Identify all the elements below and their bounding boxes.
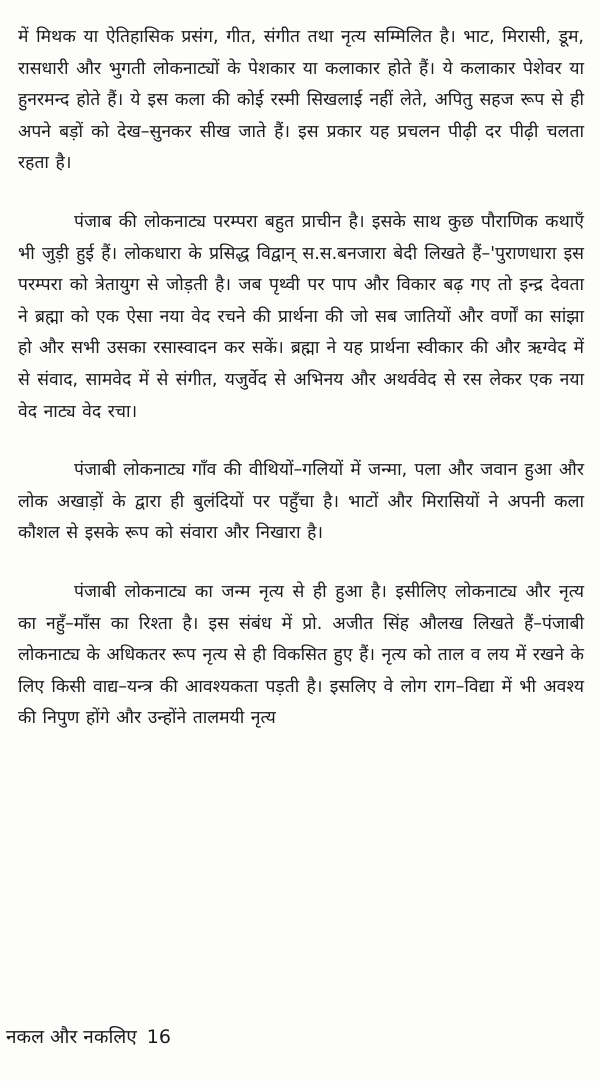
page-number: 16	[146, 1026, 171, 1048]
paragraph-2: पंजाब की लोकनाट्य परम्परा बहुत प्राचीन है। इसके साथ कुछ पौराणिक कथाएँ भी जुड़ी हुई हैं। लोकधारा के प्रसिद्ध विद्वान् स.स.बनजारा बेदी लिखते हैं–'पुराणधारा इस परम्परा को त्रेतायुग से जोड़ती है। जब पृथ्वी पर पाप और विकार बढ़ गए तो इन्द्र देवता ने ब्रह्मा को एक ऐसा नया वेद रचने की प्रार्थना की जो सब जातियों और वर्णों का सांझा हो और सभी उसका रसास्वादन कर सकें। ब्रह्मा ने यह प्रार्थना स्वीकार की और ऋग्वेद में से संवाद, सामवेद में से संगीत, यजुर्वेद से अभिनय और अथर्ववेद से रस लेकर एक नया वेद नाट्य वेद रचा।	[18, 211, 584, 422]
paragraph-3: पंजाबी लोकनाट्य गाँव की वीथियों–गलियों में जन्मा, पला और जवान हुआ और लोक अखाड़ों के द्वारा ही बुलंदियों पर पहुँचा है। भाटों और मिरासियों ने अपनी कला कौशल से इसके रूप को संवारा और निखारा है।	[18, 460, 584, 544]
page-footer	[6, 1022, 171, 1052]
paragraph-4: पंजाबी लोकनाट्य का जन्म नृत्य से ही हुआ है। इसीलिए लोकनाट्य और नृत्य का नहुँ–माँस का रिश्ता है। इस संबंध में प्रो. अजीत सिंह औलख लिखते हैं–पंजाबी लोकनाट्य के अधिकतर रूप नृत्य से ही विकसित हुए हैं। नृत्य को ताल व लय में रखने के लिए किसी वाद्य–यन्त्र की आवश्यकता पड़ती है। इसलिए वे लोग राग–विद्या में भी अवश्य की निपुण होंगे और उन्होंने तालमयी नृत्य	[18, 581, 584, 729]
paragraph-1: में मिथक या ऐतिहासिक प्रसंग, गीत, संगीत तथा नृत्य सम्मिलित है। भाट, मिरासी, डूम, रासधारी और भुगती लोकनाट्यों के पेशकार या कलाकार होते हैं। ये कलाकार पेशेवर या हुनरमन्द होते हैं। ये इस कला की कोई रस्मी सिखलाई नहीं लेते, अपितु सहज रूप से ही अपने बड़ों को देख–सुनकर सीख जाते हैं। इस प्रकार यह प्रचलन पीढ़ी दर पीढ़ी चलता रहता है।	[18, 27, 584, 174]
running-title: नकल और नकलिए	[6, 1026, 137, 1048]
body-text	[18, 22, 584, 762]
